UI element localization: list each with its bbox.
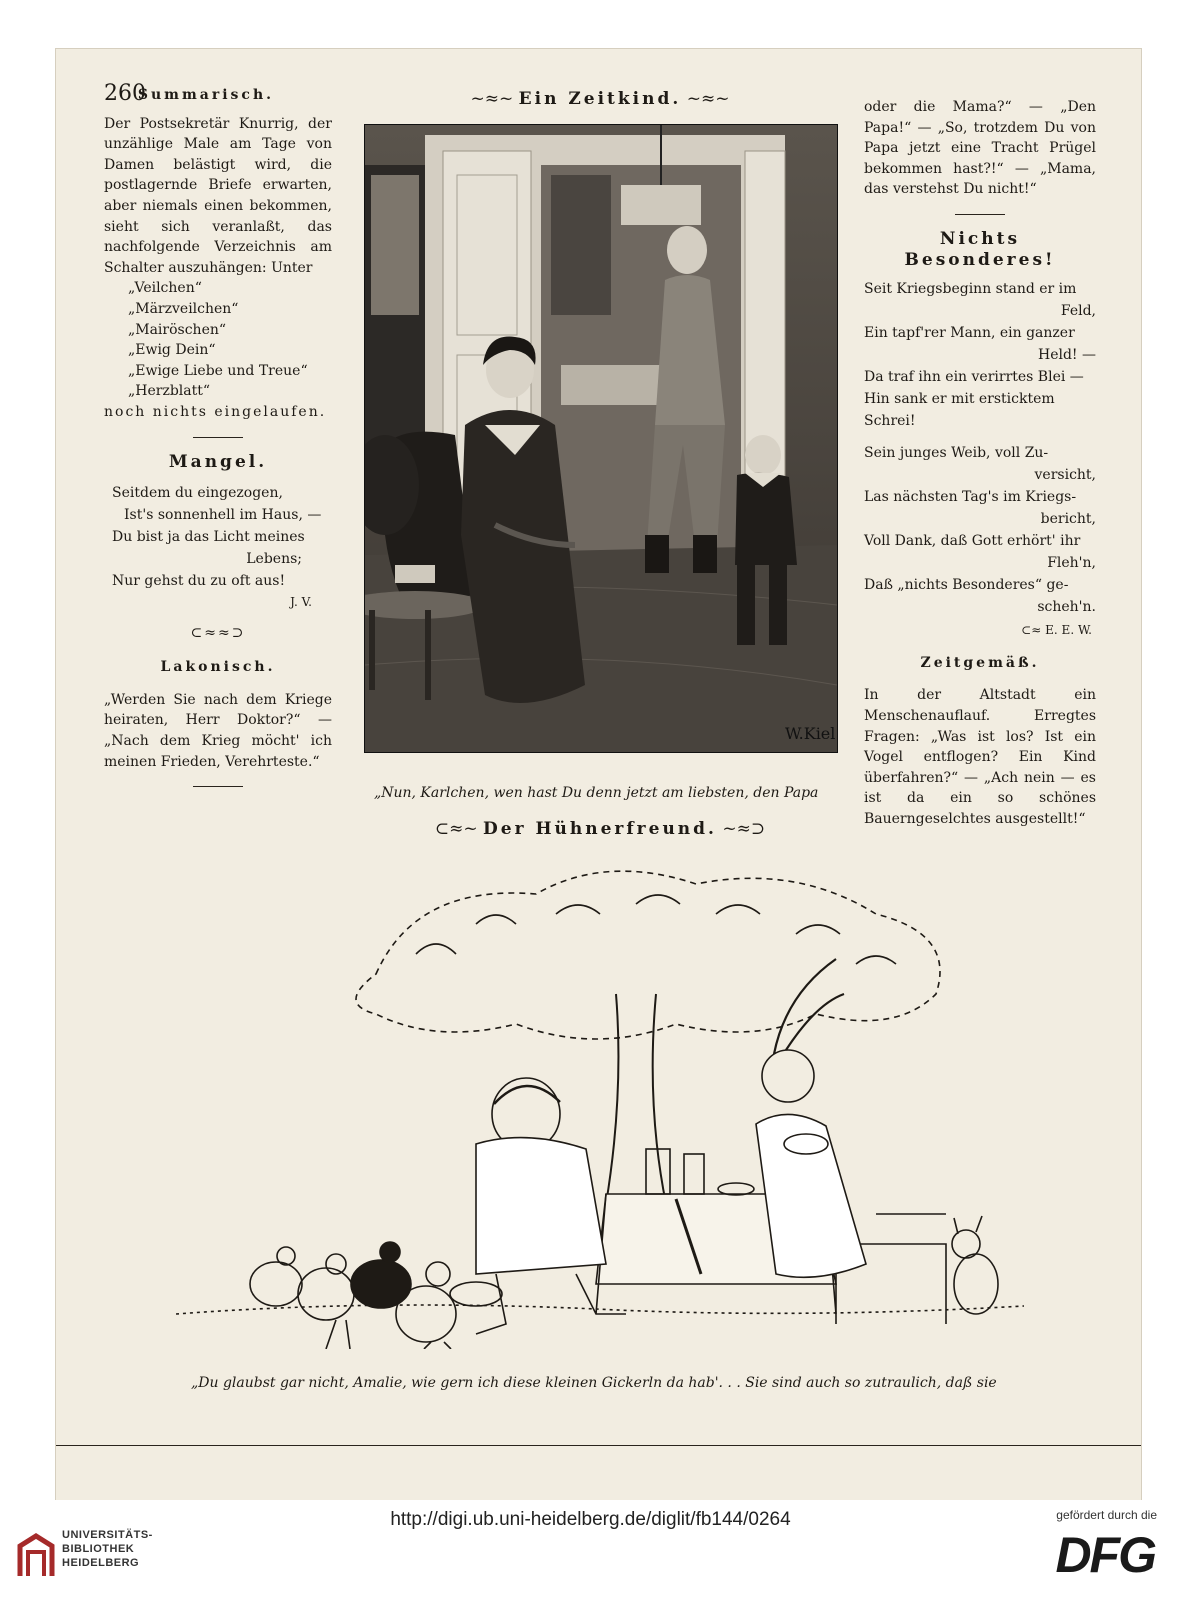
summarisch-list [104,278,332,402]
huehnerfreund-title: Der Hühnerfreund. [483,819,717,839]
library-logo-icon [16,1532,56,1580]
poem-line: Sein junges Weib, voll Zu- [864,445,1049,462]
lakonisch-title: Lakonisch. [160,659,276,676]
poem-line: Da traf ihn ein verirrtes Blei — [864,369,1084,386]
poem-line: Nur gehst du zu oft aus! [112,573,286,590]
summarisch-title: Summarisch. [137,87,274,103]
swash-ornament: ~≈~ [470,89,519,109]
summarisch-body: Der Postsekretär Knurrig, der unzählige Male am Tage von Damen belästigt wird, die postlagernde Briefe erwarten, aber niemals einen bekommen, sieht sich veranlaßt, das nachfolgende Verzeichnis am Schalter auszuhängen: Unter [104,115,332,276]
list-item: „Mairöschen“ [128,321,227,338]
poem-line: bericht, [1040,511,1096,528]
zeitkind-heading [364,89,836,109]
mangel-signature: J. V. [290,595,312,610]
page-number: 260 [104,81,146,106]
lakonisch-body: „Werden Sie nach dem Kriege heiraten, Herr Doktor?“ — „Nach dem Krieg möcht' ich meinen Frieden, Verehrteste.“ [104,691,332,770]
poem-line: versicht, [1034,467,1096,484]
permalink-url[interactable]: http://digi.ub.uni-heidelberg.de/diglit/fb144/0264 [390,1509,791,1530]
swash-ornament: ~≈~ [681,89,730,109]
right-column [864,97,1096,859]
artist-signature: W.Kiel [785,724,836,743]
list-item: „Ewig Dein“ [128,342,216,359]
mangel-title: Mangel. [168,451,268,472]
library-name-line: HEIDELBERG [62,1557,140,1569]
poem-line: Feld, [1060,303,1096,320]
zeitkind-title: Ein Zeitkind. [518,89,682,109]
zeitkind-caption: „Nun, Karlchen, wen hast Du denn jetzt am liebsten, den Papa [374,785,819,801]
zeitkind-illustration [364,124,838,753]
dfg-logo: DFG [1055,1527,1155,1583]
poem-line: Du bist ja das Licht meines [112,529,305,546]
funding-label: gefördert durch die [1056,1508,1157,1522]
poem-line: Seit Kriegsbeginn stand er im [864,281,1077,298]
poem-line: Fleh'n, [1047,555,1096,572]
left-column [104,85,332,801]
mangel-poem [104,482,332,592]
poem-line: Seitdem du eingezogen, [112,485,283,502]
poem-line: Hin sank er mit ersticktem Schrei! [864,391,1055,430]
nichts-signature [864,620,1096,641]
divider [193,437,243,438]
poem-line: scheh'n. [1037,599,1096,616]
list-item: „Ewige Liebe und Treue“ [128,362,308,379]
signature-text: E. E. W. [1045,623,1092,638]
huehnerfreund-heading [176,819,1024,839]
poem-line: Daß „nichts Besonderes“ ge- [864,577,1069,594]
page-bottom-rule [56,1445,1141,1446]
poem-line: Lebens; [246,551,302,568]
nichts-stanza-1 [864,278,1096,432]
huehnerfreund-caption: „Du glaubst gar nicht, Amalie, wie gern ich diese kleinen Gickerln da hab'. . . Sie sind auch so zutraulich, daß sie [191,1375,997,1391]
list-item: „Veilchen“ [128,280,202,297]
swash-ornament: ~≈⊃ [716,819,766,839]
zeitgemaess-title: Zeitgemäß. [920,654,1040,671]
library-name-line: BIBLIOTHEK [62,1543,135,1555]
poem-line: Voll Dank, daß Gott erhört' ihr [864,533,1081,550]
poem-line: Las nächsten Tag's im Kriegs- [864,489,1077,506]
viewer-footer [0,1500,1181,1598]
ornament-divider: ⊂≈≈⊃ [190,624,246,641]
library-name-line: UNIVERSITÄTS- [62,1529,153,1541]
poem-line: Ein tapf'rer Mann, ein ganzer [864,325,1075,342]
zeitgemaess-body: In der Altstadt ein Menschenauflauf. Erregtes Fragen: „Was ist los? Ist ein Vogel entflogen? Ein Kind überfahren?“ — „Ach nein — es ist da ein so schönes Bauerngeselchtes ausgestellt!“ [864,687,1096,827]
swash-ornament: ⊂≈~ [434,819,484,839]
nichts-title: Nichts Besonderes! [904,228,1056,270]
divider [193,786,243,787]
ornament-glyph: ⊂≈ [1021,623,1046,638]
list-item: „Herzblatt“ [128,383,211,400]
divider [955,214,1005,215]
zeitkind-continuation: oder die Mama?“ — „Den Papa!“ — „So, trotzdem Du von Papa jetzt eine Tracht Prügel bekommen hast?!“ — „Mama, das verstehst Du nicht!“ [864,99,1096,198]
summarisch-end: noch nichts eingelaufen. [104,403,327,420]
library-name [62,1528,153,1570]
poem-line: Held! — [1037,347,1096,364]
list-item: „Märzveilchen“ [128,300,239,317]
magazine-page [55,48,1142,1502]
nichts-stanza-2 [864,442,1096,618]
poem-line: Ist's sonnenhell im Haus, — [124,507,322,524]
huehnerfreund-illustration [176,844,1024,1349]
